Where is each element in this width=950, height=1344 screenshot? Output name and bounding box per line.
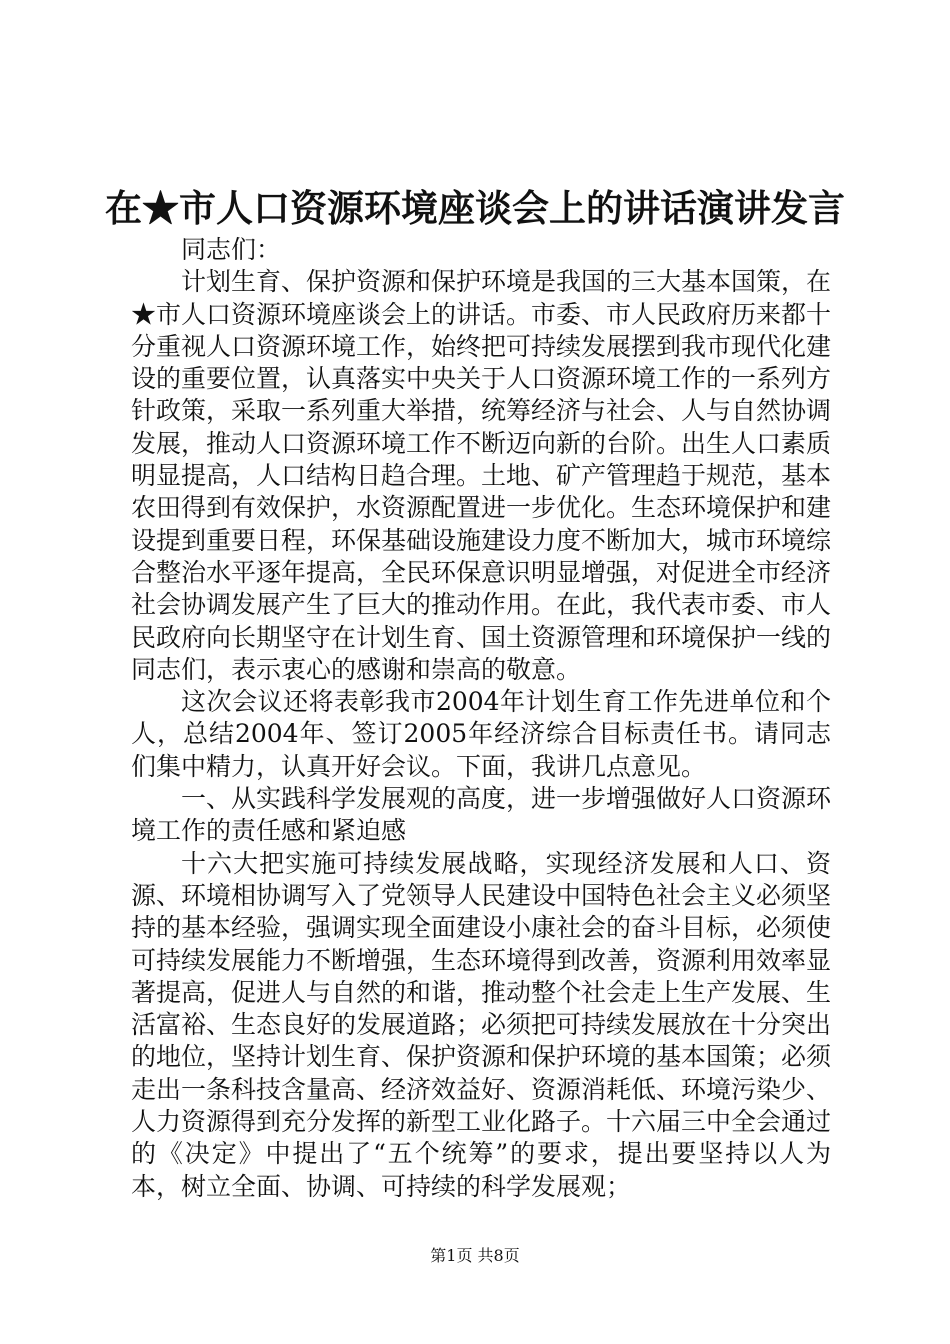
paragraph-3: 十六大把实施可持续发展战略，实现经济发展和人口、资源、环境相协调写入了党领导人民建设中国特色社会主义必须坚持的基本经验，强调实现全面建设小康社会的奋斗目标，必须使可持续发展能力不断增强，生态环境得到改善，资源利用效率显著提高，促进人与自然的和谐，推动整个社会走上生产发展、生活富裕、生态良好的发展道路；必须把可持续发展放在十分突出的地位，坚持计划生育、保护资源和保护环境的基本国策；必须走出一条科技含量高、经济效益好、资源消耗低、环境污染少、人力资源得到充分发挥的新型工业化路子。十六届三中全会通过的《决定》中提出了“五个统筹”的要求，提出要坚持以人为本，树立全面、协调、可持续的科学发展观； <box>131 848 832 1201</box>
paragraph-2: 这次会议还将表彰我市2004年计划生育工作先进单位和个人，总结2004年、签订2005年经济综合目标责任书。请同志们集中精力，认真开好会议。下面，我讲几点意见。 <box>131 687 831 781</box>
paragraph-1: 计划生育、保护资源和保护环境是我国的三大基本国策，在★市人口资源环境座谈会上的讲话。市委、市人民政府历来都十分重视人口资源环境工作，始终把可持续发展摆到我市现代化建设的重要位置，认真落实中央关于人口资源环境工作的一系列方针政策，采取一系列重大举措，统筹经济与社会、人与自然协调发展，推动人口资源环境工作不断迈向新的台阶。出生人口素质明显提高，人口结构日趋合理。土地、矿产管理趋于规范，基本农田得到有效保护，水资源配置进一步优化。生态环境保护和建设提到重要日程，环保基础设施建设力度不断加大，城市环境综合整治水平逐年提高，全民环保意识明显增强，对促进全市经济社会协调发展产生了巨大的推动作用。在此，我代表市委、市人民政府向长期坚守在计划生育、国土资源管理和环境保护一线的同志们，表示衷心的感谢和崇高的敬意。 <box>131 267 832 684</box>
document-body <box>131 234 831 1203</box>
section-heading-1: 一、从实践科学发展观的高度，进一步增强做好人口资源环境工作的责任感和紧迫感 <box>131 784 832 846</box>
greeting-line: 同志们： <box>181 235 282 264</box>
page-number-footer: 第1页 共8页 <box>430 1246 520 1265</box>
document-title: 在★市人口资源环境座谈会上的讲话演讲发言 <box>105 186 845 230</box>
